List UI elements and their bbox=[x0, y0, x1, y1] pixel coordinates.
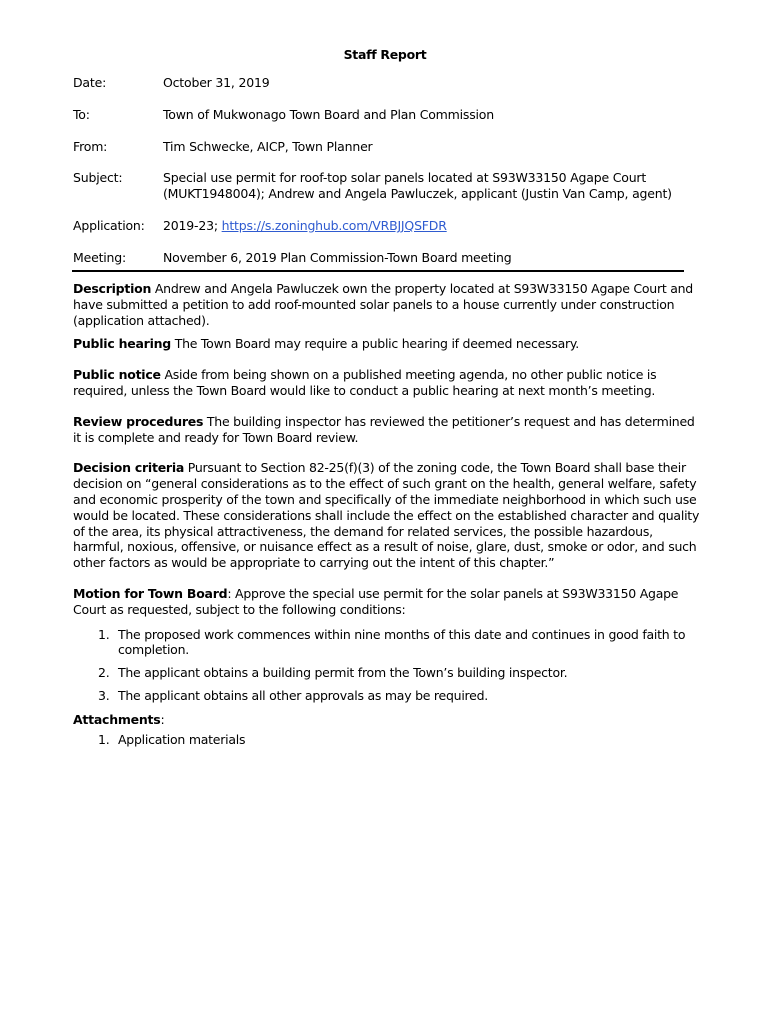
to-label: To: bbox=[73, 107, 90, 122]
date-label: Date: bbox=[73, 75, 107, 90]
conditions-list bbox=[73, 627, 703, 704]
subject-label: Subject: bbox=[73, 170, 123, 185]
decision-paragraph bbox=[73, 460, 703, 571]
meeting-value: November 6, 2019 Plan Commission-Town Board meeting bbox=[163, 250, 512, 265]
list-item bbox=[73, 627, 703, 659]
application-link[interactable]: https://s.zoninghub.com/VRBJJQSFDR bbox=[221, 218, 447, 233]
list-text: The applicant obtains all other approvals as may be required. bbox=[118, 687, 489, 703]
attachments-colon: : bbox=[160, 711, 165, 727]
motion-paragraph bbox=[73, 586, 703, 618]
review-paragraph bbox=[73, 414, 703, 446]
attachments-list bbox=[73, 732, 703, 748]
review-text: The building inspector has reviewed the petitioner’s request and has determined it is complete and ready for Town Board review. bbox=[73, 413, 695, 445]
description-paragraph bbox=[73, 281, 703, 328]
report-body bbox=[73, 281, 703, 747]
application-label: Application: bbox=[73, 218, 145, 233]
decision-text: Pursuant to Section 82-25(f)(3) of the zoning code, the Town Board shall base their decision on “general considerations as to the effect of such grant on the health, general welfare, safety and economic prosperity of the town and specifically of the immediate neighborhood in which such use would be located. These considerations shall include the effect on the established character and quality of the area, its physical attractiveness, the demand for related services, the possible hazardous, harmful, noxious, offensive, or nuisance effect as a result of noise, glare, dust, smoke or odor, and such other factors as would be appropriate to carrying out the intent of this chapter.” bbox=[73, 460, 700, 571]
list-number: 3. bbox=[98, 687, 110, 703]
motion-text: : Approve the special use permit for the solar panels at S93W33150 Agape Court as requested, subject to the following conditions: bbox=[73, 585, 679, 617]
list-item bbox=[73, 732, 703, 748]
date-value: October 31, 2019 bbox=[163, 75, 270, 90]
to-value: Town of Mukwonago Town Board and Plan Commission bbox=[163, 107, 494, 122]
list-number: 1. bbox=[98, 626, 110, 642]
motion-label: Motion for Town Board bbox=[73, 585, 228, 601]
application-value bbox=[163, 218, 703, 234]
list-item bbox=[73, 665, 703, 681]
public-hearing-paragraph bbox=[73, 336, 703, 352]
meeting-label: Meeting: bbox=[73, 250, 127, 265]
list-text: The applicant obtains a building permit from the Town’s building inspector. bbox=[118, 665, 568, 681]
subject-line-2: (MUKT1948004); Andrew and Angela Pawluczek, applicant (Justin Van Camp, agent) bbox=[163, 186, 672, 201]
review-label: Review procedures bbox=[73, 413, 204, 429]
public-notice-text: Aside from being shown on a published meeting agenda, no other public notice is required, unless the Town Board would like to conduct a public hearing at next month’s meeting. bbox=[73, 367, 657, 398]
list-text: The proposed work commences within nine months of this date and continues in good faith to completion. bbox=[118, 626, 686, 658]
decision-label: Decision criteria bbox=[73, 460, 185, 476]
report-title: Staff Report bbox=[343, 47, 427, 62]
description-label: Description bbox=[73, 281, 152, 296]
public-notice-paragraph bbox=[73, 367, 703, 399]
from-value: Tim Schwecke, AICP, Town Planner bbox=[163, 139, 373, 154]
application-number: 2019-23; bbox=[163, 218, 218, 233]
attachments-heading bbox=[73, 712, 703, 728]
list-number: 2. bbox=[98, 665, 110, 681]
list-item bbox=[73, 688, 703, 704]
header-divider bbox=[72, 270, 684, 272]
public-notice-label: Public notice bbox=[73, 367, 161, 383]
subject-line-1: Special use permit for roof-top solar panels located at S93W33150 Agape Court bbox=[163, 170, 647, 185]
attachments-label: Attachments bbox=[73, 711, 161, 727]
public-hearing-label: Public hearing bbox=[73, 336, 171, 352]
from-label: From: bbox=[73, 139, 108, 154]
attachment-link[interactable]: Application materials bbox=[118, 731, 246, 747]
description-text: Andrew and Angela Pawluczek own the property located at S93W33150 Agape Court and have submitted a petition to add roof-mounted solar panels to a house currently under construction (application attached). bbox=[73, 281, 693, 328]
public-hearing-text: The Town Board may require a public hearing if deemed necessary. bbox=[174, 336, 579, 352]
list-number: 1. bbox=[98, 731, 110, 747]
